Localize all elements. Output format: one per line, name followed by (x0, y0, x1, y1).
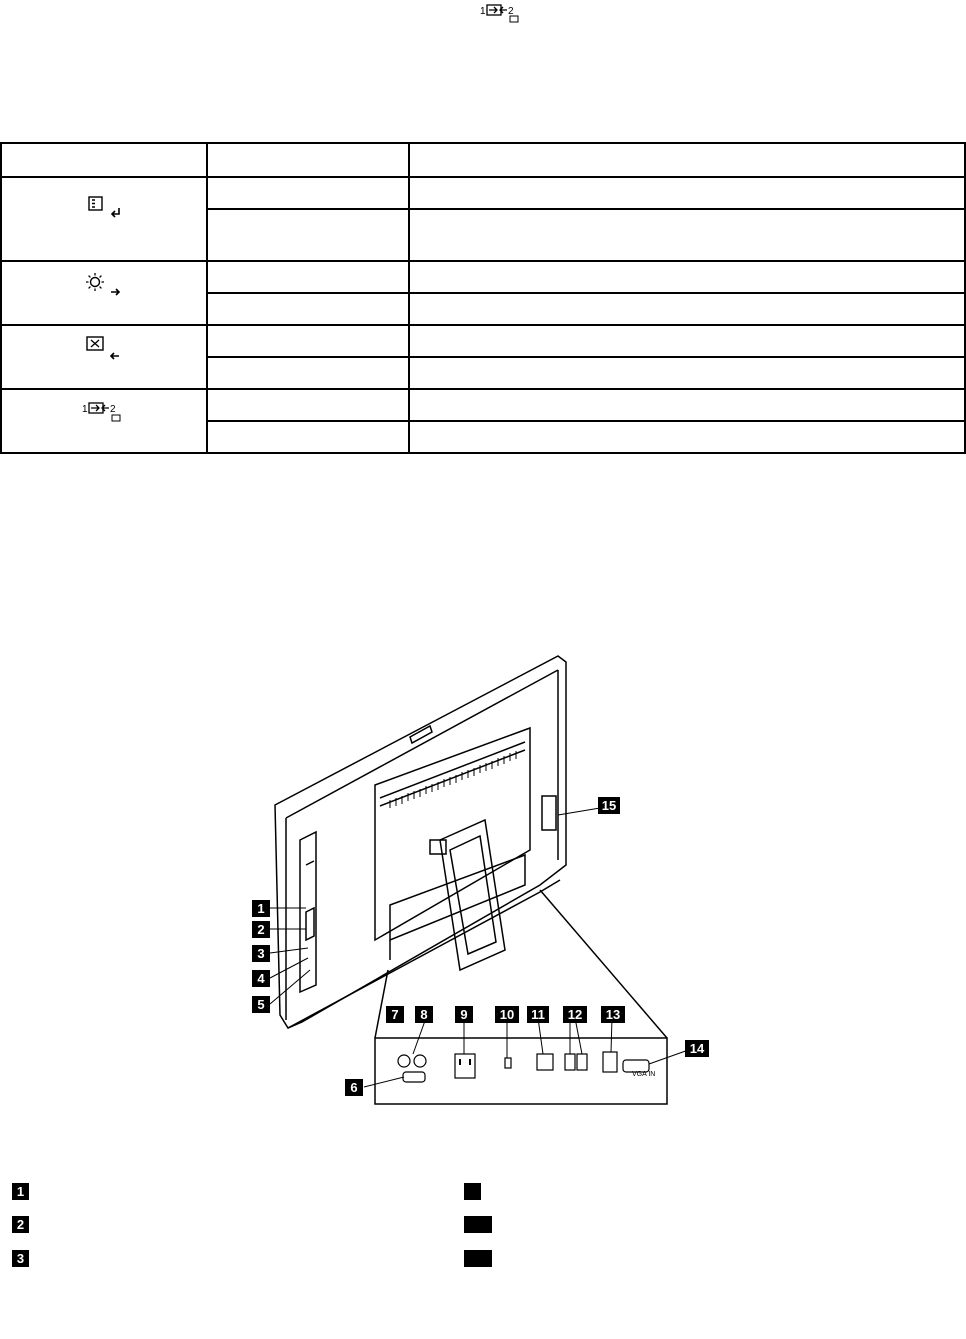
callout-5: 5 (252, 996, 270, 1013)
table-cell (409, 293, 965, 325)
callout-11: 11 (527, 1006, 549, 1023)
header-cell-1 (1, 143, 207, 177)
table-row (1, 177, 965, 209)
table-row (1, 389, 965, 421)
header-cell-2 (207, 143, 409, 177)
svg-text:2: 2 (508, 6, 514, 17)
table-cell (207, 389, 409, 421)
callout-4: 4 (252, 970, 270, 987)
callout-9: 9 (455, 1006, 473, 1023)
aspect-left-icon (86, 336, 124, 362)
control-keys-table (0, 142, 966, 454)
callout-13: 13 (601, 1006, 625, 1023)
table-cell (409, 389, 965, 421)
callout-3: 3 (252, 945, 270, 962)
table-cell (207, 325, 409, 357)
svg-text:1: 1 (82, 404, 88, 415)
callout-8: 8 (415, 1006, 433, 1023)
svg-text:2: 2 (110, 404, 116, 415)
callout-1: 1 (252, 900, 270, 917)
legend-marker-right-2 (464, 1216, 492, 1233)
table-cell (207, 177, 409, 209)
icon-cell (1, 177, 207, 261)
table-cell (409, 261, 965, 293)
table-cell (207, 421, 409, 453)
svg-text:1: 1 (480, 6, 486, 17)
legend-marker-left-2: 2 (12, 1216, 29, 1233)
legend-marker-right-1 (464, 1183, 481, 1200)
table-row (1, 325, 965, 357)
header-cell-3 (409, 143, 965, 177)
input-switch-icon (82, 400, 126, 424)
callout-6: 6 (345, 1079, 363, 1096)
table-cell (207, 293, 409, 325)
icon-cell (1, 325, 207, 389)
legend-marker-left-3: 3 (12, 1250, 29, 1267)
table-row (1, 261, 965, 293)
callout-10: 10 (495, 1006, 519, 1023)
rear-view-illustration (240, 640, 740, 1110)
callout-7: 7 (386, 1006, 404, 1023)
table-cell (409, 357, 965, 389)
brightness-right-icon (86, 273, 124, 299)
input-switch-icon (480, 2, 524, 24)
table-cell (207, 357, 409, 389)
callout-14: 14 (685, 1040, 709, 1057)
table-cell (409, 325, 965, 357)
table-header-row (1, 143, 965, 177)
legend-marker-left-1: 1 (12, 1183, 29, 1200)
table-cell (207, 209, 409, 261)
callout-15: 15 (598, 797, 620, 814)
vga-in-label: VGA IN (632, 1071, 656, 1078)
legend-marker-right-3 (464, 1250, 492, 1267)
table-cell (409, 421, 965, 453)
table-cell (207, 261, 409, 293)
icon-cell (1, 261, 207, 325)
table-cell (409, 209, 965, 261)
callout-2: 2 (252, 921, 270, 938)
menu-enter-icon (88, 196, 124, 220)
icon-cell (1, 389, 207, 453)
table-cell (409, 177, 965, 209)
callout-12: 12 (563, 1006, 587, 1023)
